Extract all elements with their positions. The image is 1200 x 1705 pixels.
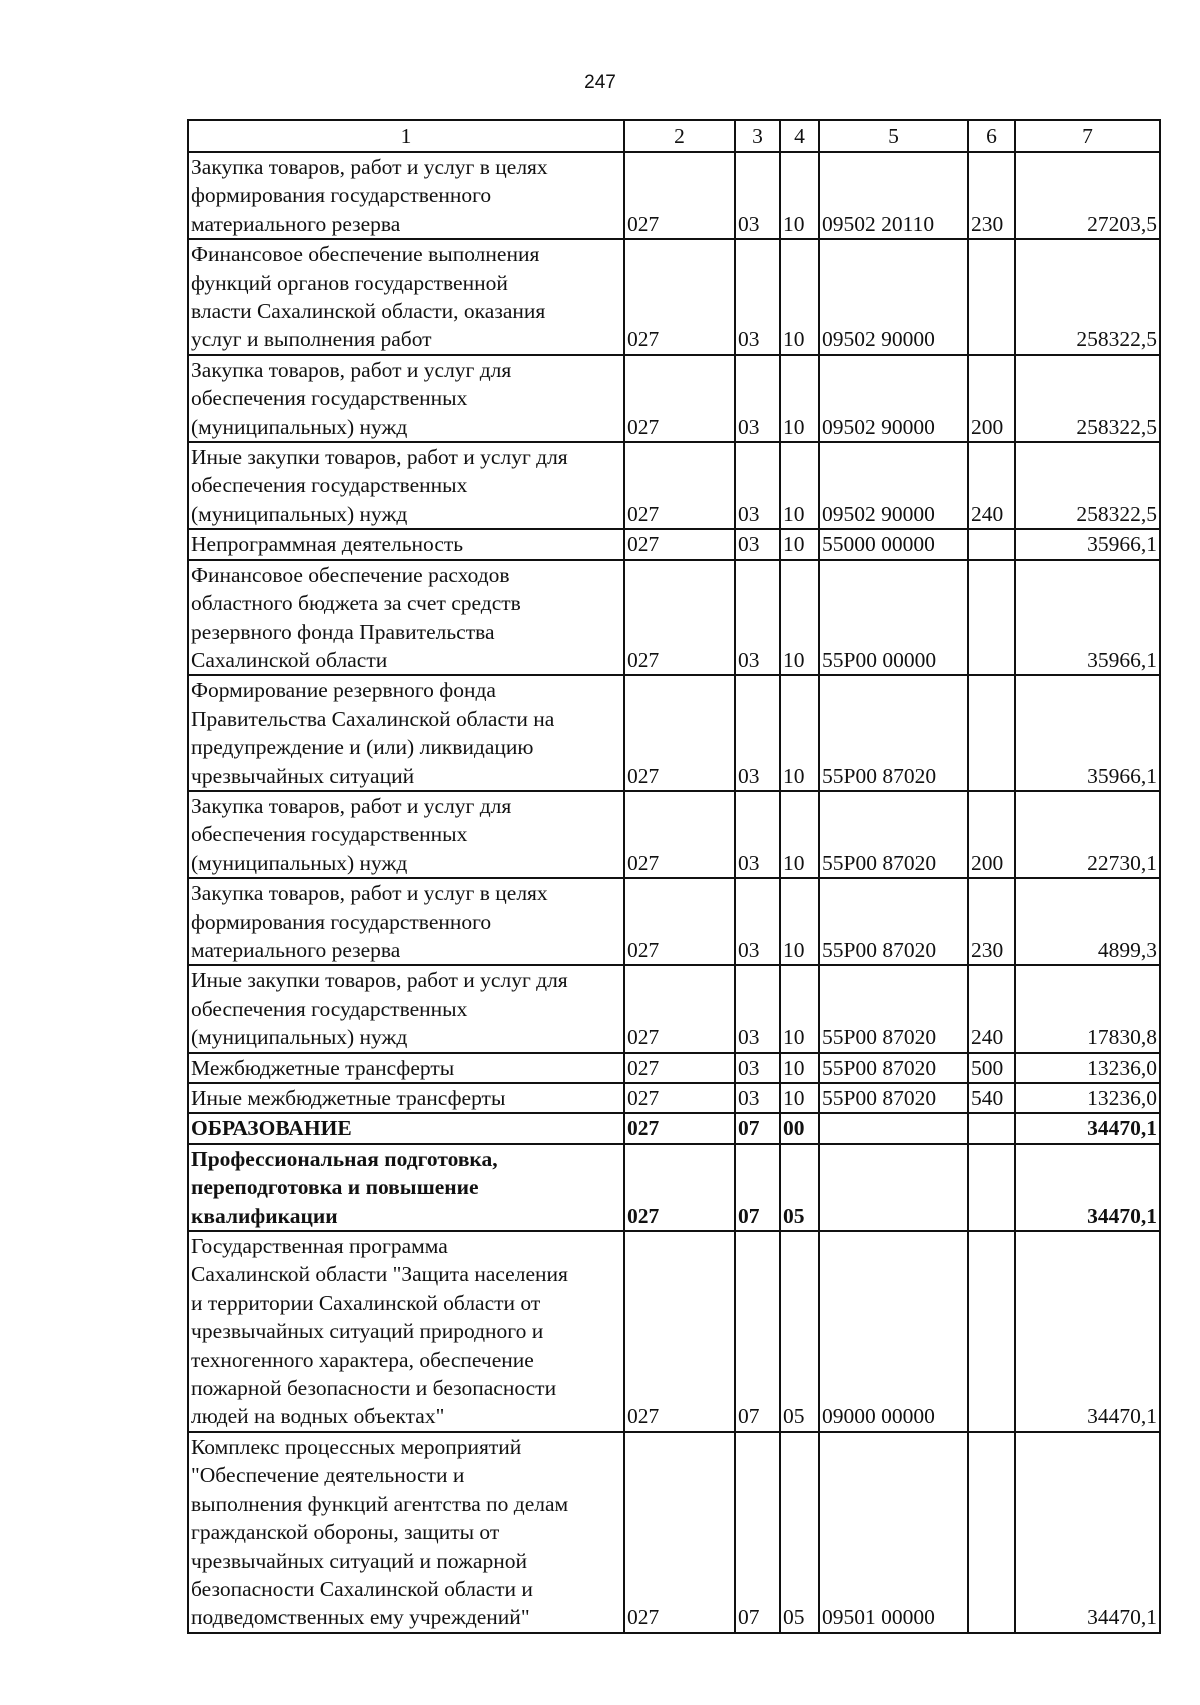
description-line: Закупка товаров, работ и услуг для bbox=[191, 793, 512, 818]
description-line: Финансовое обеспечение выполнения bbox=[191, 242, 540, 267]
amount-cell: 34470,1 bbox=[1015, 1231, 1160, 1432]
description-line: Закупка товаров, работ и услуг для bbox=[191, 357, 512, 382]
ministry-code-cell: 027 bbox=[624, 1113, 735, 1143]
row-description bbox=[188, 965, 624, 1052]
description-line: Правительства Сахалинской области на bbox=[191, 706, 555, 731]
table-row bbox=[188, 152, 1160, 239]
header-cell-3: 3 bbox=[735, 120, 780, 152]
description-line: Иные закупки товаров, работ и услуг для bbox=[191, 968, 568, 993]
header-cell-6: 6 bbox=[968, 120, 1015, 152]
description-line: квалификации bbox=[191, 1203, 338, 1228]
ministry-code-cell: 027 bbox=[624, 152, 735, 239]
section-code-cell: 07 bbox=[735, 1144, 780, 1231]
expense-type-cell: 240 bbox=[968, 442, 1015, 529]
section-code-cell: 07 bbox=[735, 1113, 780, 1143]
target-article-cell: 55Р00 00000 bbox=[819, 560, 968, 676]
target-article-cell: 55000 00000 bbox=[819, 529, 968, 559]
description-line: (муниципальных) нужд bbox=[191, 414, 408, 439]
expense-type-cell: 230 bbox=[968, 878, 1015, 965]
expense-type-cell: 200 bbox=[968, 355, 1015, 442]
expense-type-cell: 540 bbox=[968, 1083, 1015, 1113]
section-code-cell: 03 bbox=[735, 1053, 780, 1083]
ministry-code-cell: 027 bbox=[624, 1231, 735, 1432]
row-description bbox=[188, 152, 624, 239]
description-line: ОБРАЗОВАНИЕ bbox=[191, 1116, 352, 1141]
description-line: переподготовка и повышение bbox=[191, 1175, 479, 1200]
expense-type-cell: 500 bbox=[968, 1053, 1015, 1083]
section-code-cell: 03 bbox=[735, 675, 780, 791]
table-row bbox=[188, 878, 1160, 965]
section-code-cell: 03 bbox=[735, 560, 780, 676]
description-line: власти Сахалинской области, оказания bbox=[191, 299, 546, 324]
table-row bbox=[188, 1231, 1160, 1432]
target-article-cell bbox=[819, 1144, 968, 1231]
expense-type-cell bbox=[968, 1144, 1015, 1231]
ministry-code-cell: 027 bbox=[624, 355, 735, 442]
ministry-code-cell: 027 bbox=[624, 1432, 735, 1633]
subsection-code-cell: 05 bbox=[780, 1231, 819, 1432]
table-row bbox=[188, 1053, 1160, 1083]
section-code-cell: 03 bbox=[735, 791, 780, 878]
description-line: Закупка товаров, работ и услуг в целях bbox=[191, 155, 548, 179]
row-description bbox=[188, 442, 624, 529]
section-code-cell: 03 bbox=[735, 152, 780, 239]
target-article-cell: 09000 00000 bbox=[819, 1231, 968, 1432]
target-article-cell: 09501 00000 bbox=[819, 1432, 968, 1633]
target-article-cell: 55Р00 87020 bbox=[819, 791, 968, 878]
header-cell-1: 1 bbox=[188, 120, 624, 152]
section-code-cell: 03 bbox=[735, 529, 780, 559]
table-row bbox=[188, 1113, 1160, 1143]
target-article-cell: 55Р00 87020 bbox=[819, 878, 968, 965]
expense-type-cell: 240 bbox=[968, 965, 1015, 1052]
header-cell-7: 7 bbox=[1015, 120, 1160, 152]
section-code-cell: 03 bbox=[735, 239, 780, 355]
description-line: (муниципальных) нужд bbox=[191, 1025, 408, 1050]
subsection-code-cell: 00 bbox=[780, 1113, 819, 1143]
amount-cell: 34470,1 bbox=[1015, 1144, 1160, 1231]
description-line: функций органов государственной bbox=[191, 270, 508, 295]
description-line: областного бюджета за счет средств bbox=[191, 591, 521, 616]
subsection-code-cell: 10 bbox=[780, 529, 819, 559]
description-line: Профессиональная подготовка, bbox=[191, 1146, 498, 1171]
ministry-code-cell: 027 bbox=[624, 1053, 735, 1083]
ministry-code-cell: 027 bbox=[624, 239, 735, 355]
table-row bbox=[188, 1432, 1160, 1633]
row-description bbox=[188, 878, 624, 965]
row-description bbox=[188, 239, 624, 355]
description-line: чрезвычайных ситуаций и пожарной bbox=[191, 1548, 527, 1573]
subsection-code-cell: 10 bbox=[780, 791, 819, 878]
table-row bbox=[188, 1144, 1160, 1231]
description-line: Сахалинской области bbox=[191, 647, 388, 672]
subsection-code-cell: 10 bbox=[780, 355, 819, 442]
amount-cell: 13236,0 bbox=[1015, 1053, 1160, 1083]
expense-type-cell bbox=[968, 1231, 1015, 1432]
target-article-cell: 09502 20110 bbox=[819, 152, 968, 239]
row-description bbox=[188, 1113, 624, 1143]
subsection-code-cell: 10 bbox=[780, 675, 819, 791]
row-description bbox=[188, 1053, 624, 1083]
description-line: формирования государственного bbox=[191, 909, 492, 934]
table-row bbox=[188, 442, 1160, 529]
amount-cell: 27203,5 bbox=[1015, 152, 1160, 239]
description-line: Комплекс процессных мероприятий bbox=[191, 1434, 522, 1459]
subsection-code-cell: 10 bbox=[780, 965, 819, 1052]
subsection-code-cell: 05 bbox=[780, 1432, 819, 1633]
description-line: техногенного характера, обеспечение bbox=[191, 1347, 534, 1372]
ministry-code-cell: 027 bbox=[624, 1083, 735, 1113]
description-line: предупреждение и (или) ликвидацию bbox=[191, 735, 534, 760]
amount-cell: 35966,1 bbox=[1015, 675, 1160, 791]
subsection-code-cell: 10 bbox=[780, 1053, 819, 1083]
description-line: Закупка товаров, работ и услуг в целях bbox=[191, 881, 548, 906]
description-line: людей на водных объектах" bbox=[191, 1404, 445, 1429]
description-line: "Обеспечение деятельности и bbox=[191, 1463, 465, 1488]
description-line: Межбюджетные трансферты bbox=[191, 1055, 455, 1080]
description-line: (муниципальных) нужд bbox=[191, 501, 408, 526]
budget-table bbox=[187, 119, 1161, 1634]
row-description bbox=[188, 560, 624, 676]
section-code-cell: 03 bbox=[735, 878, 780, 965]
expense-type-cell bbox=[968, 675, 1015, 791]
subsection-code-cell: 05 bbox=[780, 1144, 819, 1231]
description-line: Формирование резервного фонда bbox=[191, 678, 496, 703]
row-description bbox=[188, 1144, 624, 1231]
section-code-cell: 03 bbox=[735, 355, 780, 442]
header-cell-2: 2 bbox=[624, 120, 735, 152]
description-line: и территории Сахалинской области от bbox=[191, 1290, 541, 1315]
expense-type-cell bbox=[968, 560, 1015, 676]
table-row bbox=[188, 560, 1160, 676]
amount-cell: 258322,5 bbox=[1015, 442, 1160, 529]
subsection-code-cell: 10 bbox=[780, 442, 819, 529]
target-article-cell: 55Р00 87020 bbox=[819, 965, 968, 1052]
page-number: 247 bbox=[584, 72, 616, 93]
ministry-code-cell: 027 bbox=[624, 965, 735, 1052]
ministry-code-cell: 027 bbox=[624, 529, 735, 559]
description-line: материального резерва bbox=[191, 211, 401, 236]
amount-cell: 35966,1 bbox=[1015, 560, 1160, 676]
header-cell-5: 5 bbox=[819, 120, 968, 152]
expense-type-cell bbox=[968, 1432, 1015, 1633]
section-code-cell: 03 bbox=[735, 442, 780, 529]
ministry-code-cell: 027 bbox=[624, 878, 735, 965]
description-line: Иные закупки товаров, работ и услуг для bbox=[191, 445, 568, 470]
description-line: (муниципальных) нужд bbox=[191, 850, 408, 875]
amount-cell: 35966,1 bbox=[1015, 529, 1160, 559]
target-article-cell: 09502 90000 bbox=[819, 355, 968, 442]
subsection-code-cell: 10 bbox=[780, 1083, 819, 1113]
table-row bbox=[188, 239, 1160, 355]
subsection-code-cell: 10 bbox=[780, 152, 819, 239]
description-line: безопасности Сахалинской области и bbox=[191, 1576, 533, 1601]
header-row bbox=[188, 120, 1160, 152]
description-line: Государственная программа bbox=[191, 1234, 448, 1259]
description-line: обеспечения государственных bbox=[191, 386, 468, 411]
table-row bbox=[188, 965, 1160, 1052]
description-line: чрезвычайных ситуаций природного и bbox=[191, 1319, 544, 1344]
description-line: обеспечения государственных bbox=[191, 822, 468, 847]
description-line: обеспечения государственных bbox=[191, 996, 468, 1021]
amount-cell: 13236,0 bbox=[1015, 1083, 1160, 1113]
description-line: Непрограммная деятельность bbox=[191, 532, 464, 557]
amount-cell: 258322,5 bbox=[1015, 239, 1160, 355]
table-row bbox=[188, 355, 1160, 442]
subsection-code-cell: 10 bbox=[780, 878, 819, 965]
row-description bbox=[188, 1231, 624, 1432]
target-article-cell: 55Р00 87020 bbox=[819, 1083, 968, 1113]
description-line: формирования государственного bbox=[191, 183, 492, 208]
subsection-code-cell: 10 bbox=[780, 239, 819, 355]
section-code-cell: 03 bbox=[735, 1083, 780, 1113]
ministry-code-cell: 027 bbox=[624, 791, 735, 878]
table-row bbox=[188, 529, 1160, 559]
row-description bbox=[188, 791, 624, 878]
ministry-code-cell: 027 bbox=[624, 560, 735, 676]
description-line: пожарной безопасности и безопасности bbox=[191, 1376, 557, 1401]
description-line: Иные межбюджетные трансферты bbox=[191, 1086, 506, 1110]
amount-cell: 34470,1 bbox=[1015, 1113, 1160, 1143]
table-row bbox=[188, 791, 1160, 878]
target-article-cell bbox=[819, 1113, 968, 1143]
row-description bbox=[188, 1432, 624, 1633]
target-article-cell: 09502 90000 bbox=[819, 239, 968, 355]
amount-cell: 17830,8 bbox=[1015, 965, 1160, 1052]
description-line: резервного фонда Правительства bbox=[191, 619, 495, 644]
description-line: выполнения функций агентства по делам bbox=[191, 1491, 569, 1516]
description-line: услуг и выполнения работ bbox=[191, 327, 432, 352]
section-code-cell: 03 bbox=[735, 965, 780, 1052]
ministry-code-cell: 027 bbox=[624, 442, 735, 529]
expense-type-cell bbox=[968, 529, 1015, 559]
amount-cell: 34470,1 bbox=[1015, 1432, 1160, 1633]
row-description bbox=[188, 1083, 624, 1113]
target-article-cell: 09502 90000 bbox=[819, 442, 968, 529]
section-code-cell: 07 bbox=[735, 1231, 780, 1432]
description-line: гражданской обороны, защиты от bbox=[191, 1520, 500, 1545]
section-code-cell: 07 bbox=[735, 1432, 780, 1633]
expense-type-cell: 200 bbox=[968, 791, 1015, 878]
description-line: обеспечения государственных bbox=[191, 473, 468, 498]
target-article-cell: 55Р00 87020 bbox=[819, 1053, 968, 1083]
expense-type-cell: 230 bbox=[968, 152, 1015, 239]
subsection-code-cell: 10 bbox=[780, 560, 819, 676]
target-article-cell: 55Р00 87020 bbox=[819, 675, 968, 791]
ministry-code-cell: 027 bbox=[624, 675, 735, 791]
expense-type-cell bbox=[968, 1113, 1015, 1143]
description-line: Финансовое обеспечение расходов bbox=[191, 562, 510, 587]
ministry-code-cell: 027 bbox=[624, 1144, 735, 1231]
amount-cell: 258322,5 bbox=[1015, 355, 1160, 442]
expense-type-cell bbox=[968, 239, 1015, 355]
description-line: чрезвычайных ситуаций bbox=[191, 763, 415, 788]
row-description bbox=[188, 529, 624, 559]
header-cell-4: 4 bbox=[780, 120, 819, 152]
description-line: подведомственных ему учреждений" bbox=[191, 1605, 530, 1630]
row-description bbox=[188, 675, 624, 791]
table-row bbox=[188, 1083, 1160, 1113]
row-description bbox=[188, 355, 624, 442]
amount-cell: 4899,3 bbox=[1015, 878, 1160, 965]
description-line: материального резерва bbox=[191, 937, 401, 962]
table-row bbox=[188, 675, 1160, 791]
description-line: Сахалинской области "Защита населения bbox=[191, 1262, 568, 1287]
amount-cell: 22730,1 bbox=[1015, 791, 1160, 878]
